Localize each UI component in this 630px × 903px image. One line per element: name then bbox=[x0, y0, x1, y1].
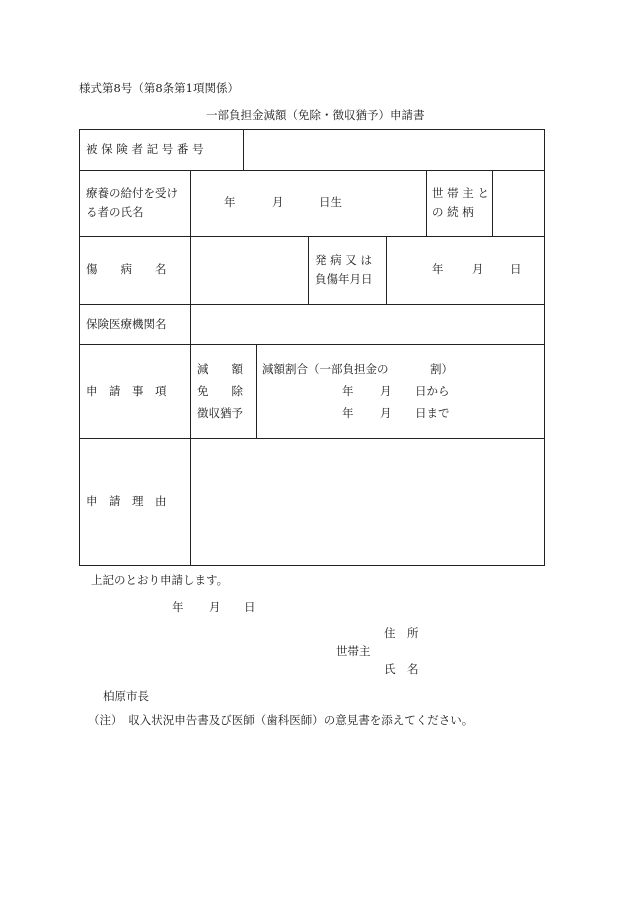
col-divider bbox=[190, 170, 191, 566]
declaration-text: 上記のとおり申請します。 bbox=[91, 573, 229, 587]
household-relation-field[interactable] bbox=[494, 172, 542, 234]
application-items-label: 申 請 事 項 bbox=[86, 384, 167, 398]
birth-day-label: 日生 bbox=[319, 195, 342, 209]
col-divider bbox=[256, 344, 257, 438]
name-label: 氏 名 bbox=[384, 662, 419, 676]
application-date-day: 日 bbox=[244, 600, 256, 614]
birth-month-label: 月 bbox=[272, 195, 284, 209]
table-border-top bbox=[79, 129, 545, 130]
reduction-ratio-suffix: 割） bbox=[430, 362, 453, 376]
form-number: 様式第8号（第8条第1項関係） bbox=[79, 81, 239, 95]
period-from-year: 年 bbox=[342, 384, 354, 398]
onset-year-label: 年 bbox=[432, 262, 444, 276]
insurance-institution-label: 保険医療機関名 bbox=[86, 317, 167, 331]
onset-date-label-line1: 発 病 又 は bbox=[315, 253, 372, 267]
form-title: 一部負担金減額（免除・徴収猶予）申請書 bbox=[206, 108, 425, 122]
illness-name-label: 傷 病 名 bbox=[86, 262, 167, 276]
option-deferral[interactable]: 徴収猶予 bbox=[197, 406, 243, 420]
recipient-name-label-line2: る者の氏名 bbox=[86, 205, 144, 219]
table-border-left bbox=[79, 129, 80, 566]
birth-year-label: 年 bbox=[224, 195, 236, 209]
note-text: （注） 収入状況申告書及び医師（歯科医師）の意見書を添えてください。 bbox=[88, 713, 474, 727]
household-head-label: 世帯主 bbox=[336, 644, 371, 658]
application-date-year: 年 bbox=[172, 600, 184, 614]
period-from-day: 日から bbox=[415, 384, 450, 398]
table-border-right bbox=[544, 129, 545, 566]
application-form-table bbox=[79, 129, 545, 566]
insurance-institution-field[interactable] bbox=[192, 306, 542, 343]
reduction-ratio-prefix: 減額割合（一部負担金の bbox=[262, 362, 389, 376]
col-divider bbox=[386, 236, 387, 304]
household-relation-label-line1: 世 帯 主 と bbox=[432, 186, 489, 200]
onset-date-label-line2: 負傷年月日 bbox=[315, 272, 373, 286]
row-divider bbox=[79, 438, 545, 439]
row-divider bbox=[79, 304, 545, 305]
onset-month-label: 月 bbox=[472, 262, 484, 276]
application-reason-label: 申 請 理 由 bbox=[86, 494, 167, 508]
col-divider bbox=[492, 170, 493, 236]
application-reason-field[interactable] bbox=[192, 440, 542, 563]
row-divider bbox=[79, 344, 545, 345]
addressee: 柏原市長 bbox=[103, 689, 149, 703]
onset-day-label: 日 bbox=[510, 262, 522, 276]
insured-symbol-number-label: 被 保 険 者 記 号 番 号 bbox=[86, 142, 204, 156]
period-to-day: 日まで bbox=[415, 406, 450, 420]
address-label: 住 所 bbox=[384, 626, 419, 640]
insured-symbol-number-field[interactable] bbox=[245, 131, 543, 169]
table-border-bottom bbox=[79, 565, 545, 566]
row-divider bbox=[79, 170, 545, 171]
period-to-year: 年 bbox=[342, 406, 354, 420]
household-relation-label-line2: の 続 柄 bbox=[432, 205, 474, 219]
period-from-month: 月 bbox=[380, 384, 392, 398]
option-exemption[interactable]: 免 除 bbox=[197, 384, 243, 398]
recipient-name-label-line1: 療養の給付を受け bbox=[86, 186, 178, 200]
col-divider bbox=[308, 236, 309, 304]
row-divider bbox=[79, 236, 545, 237]
period-to-month: 月 bbox=[380, 406, 392, 420]
option-reduction[interactable]: 減 額 bbox=[197, 362, 243, 376]
illness-name-field[interactable] bbox=[192, 238, 306, 302]
col-divider bbox=[426, 170, 427, 236]
col-divider bbox=[243, 129, 244, 170]
application-date-month: 月 bbox=[209, 600, 221, 614]
